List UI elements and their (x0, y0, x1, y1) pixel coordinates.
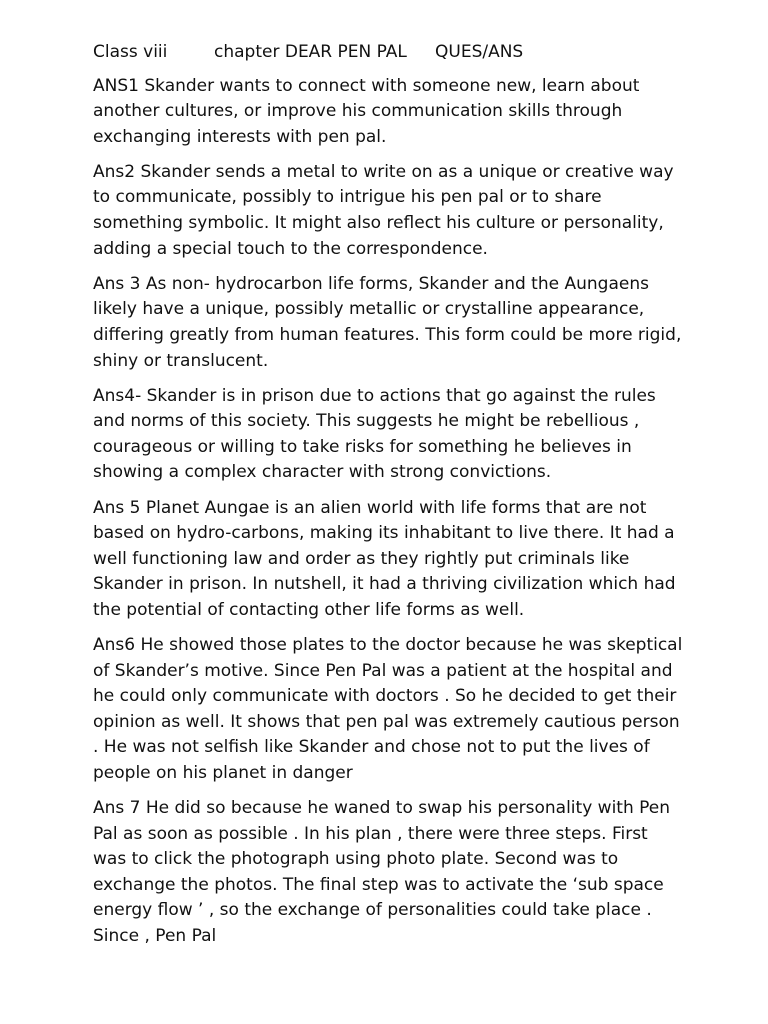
answer-5: Ans 5 Planet Aungae is an alien world with life forms that are not based on hydro-carbons, making its inhabitant to live there. It had a well functioning law and order as they rightly put criminals like Skander in prison. In nutshell, it had a thriving civilization which had the potential of contacting other life forms as well. (93, 497, 676, 620)
document-page (93, 40, 683, 959)
document-type-label: QUES/ANS (435, 42, 524, 62)
answer-1: ANS1 Skander wants to connect with someone new, learn about another cultures, or improve his communication skills through exchanging interests with pen pal. (93, 75, 640, 147)
class-label: Class viii (93, 42, 168, 62)
document-header (93, 40, 683, 66)
answer-2: Ans2 Skander sends a metal to write on as a unique or creative way to communicate, possibly to intrigue his pen pal or to share something symbolic. It might also reflect his culture or personality, adding a special touch to the correspondence. (93, 161, 674, 259)
chapter-title: chapter DEAR PEN PAL (214, 42, 407, 62)
answer-6: Ans6 He showed those plates to the doctor because he was skeptical of Skander’s motive. Since Pen Pal was a patient at the hospital and he could only communicate with doctors . So he decided to get their opinion as well. It shows that pen pal was extremely cautious person . He was not selfish like Skander and chose not to put the lives of people on his planet in danger (93, 634, 683, 783)
answer-7: Ans 7 He did so because he waned to swap his personality with Pen Pal as soon as possible . In his plan , there were three steps. First was to click the photograph using photo plate. Second was to exchange the photos. The final step was to activate the ‘sub space energy flow ’ , so the exchange of personalities could take place . Since , Pen Pal (93, 798, 671, 946)
answer-3: Ans 3 As non- hydrocarbon life forms, Skander and the Aungaens likely have a unique, possibly metallic or crystalline appearance, differing greatly from human features. This form could be more rigid, shiny or translucent. (93, 273, 682, 371)
answer-4: Ans4- Skander is in prison due to actions that go against the rules and norms of this society. This suggests he might be rebellious , courageous or willing to take risks for something he believes in showing a complex character with strong convictions. (93, 385, 656, 483)
